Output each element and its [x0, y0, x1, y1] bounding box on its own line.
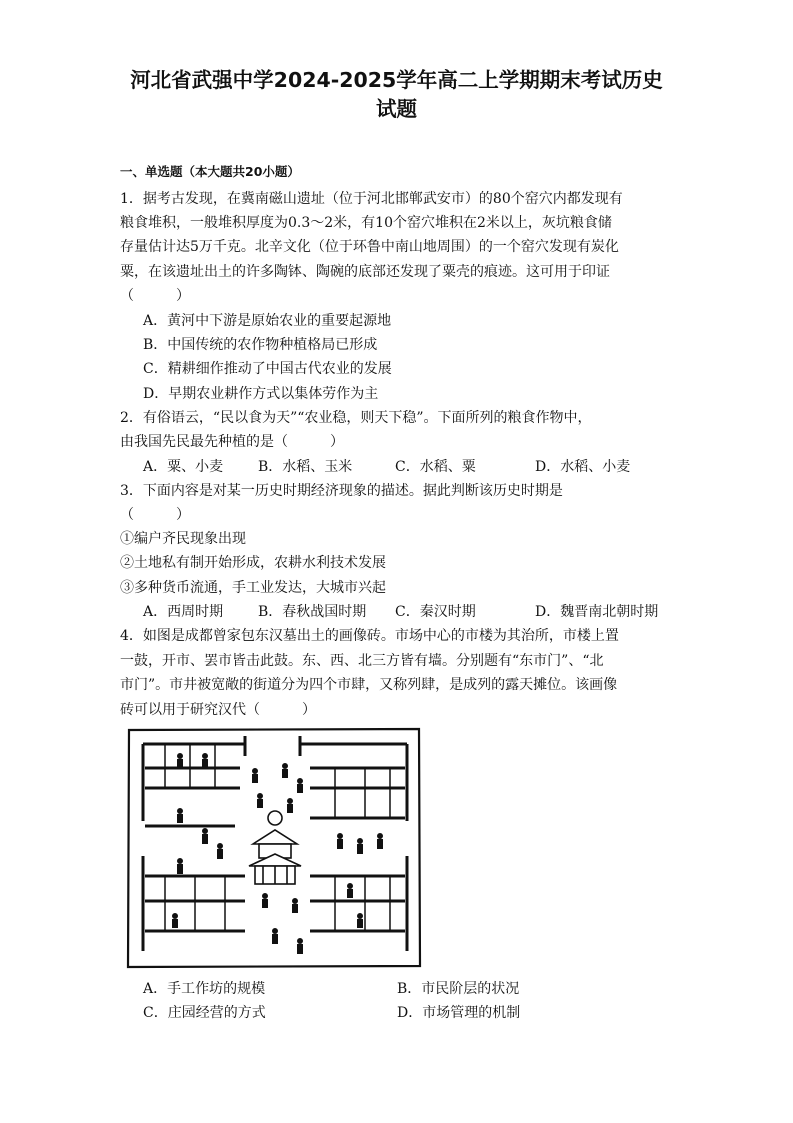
q1-option-a[interactable]: A．黄河中下游是原始农业的重要起源地	[143, 313, 392, 329]
q1-option-b[interactable]: B．中国传统的农作物种植格局已形成	[143, 337, 378, 353]
section-heading: 一、单选题（本大题共20小题）	[120, 164, 300, 179]
q2-option-c[interactable]: C．水稻、粟	[395, 459, 476, 475]
q3-option-d[interactable]: D．魏晋南北朝时期	[535, 604, 659, 620]
q1-option-c[interactable]: C．精耕细作推动了中国古代农业的发展	[143, 361, 392, 377]
q1-line: （ ）	[120, 288, 190, 304]
q3-option-c[interactable]: C．秦汉时期	[395, 604, 476, 620]
q4-option-d[interactable]: D．市场管理的机制	[397, 1005, 521, 1021]
q4-line: 砖可以用于研究汉代（ ）	[120, 702, 316, 718]
q2-line: 2．有俗语云，“民以食为天”“农业稳，则天下稳”。下面所列的粮食作物中，	[120, 410, 592, 426]
q3-line: 3．下面内容是对某一历史时期经济现象的描述。据此判断该历史时期是	[120, 483, 563, 499]
q4-line: 4．如图是成都曾家包东汉墓出土的画像砖。市场中心的市楼为其治所，市楼上置	[120, 628, 619, 644]
q4-option-b[interactable]: B．市民阶层的状况	[397, 981, 520, 997]
q3-line: （ ）	[120, 507, 190, 523]
page-title	[100, 66, 693, 124]
market-brick-image	[125, 726, 423, 970]
q1-line: 1．据考古发现，在冀南磁山遗址（位于河北邯郸武安市）的80个窑穴内都发现有	[120, 191, 623, 207]
q2-line: 由我国先民最先种植的是（ ）	[120, 434, 344, 450]
q4-option-c[interactable]: C．庄园经营的方式	[143, 1005, 266, 1021]
q2-option-a[interactable]: A．粟、小麦	[143, 459, 224, 475]
q4-option-a[interactable]: A．手工作坊的规模	[143, 981, 266, 997]
q3-line: ③多种货币流通，手工业发达，大城市兴起	[120, 580, 386, 596]
q2-option-d[interactable]: D．水稻、小麦	[535, 459, 631, 475]
q3-option-b[interactable]: B．春秋战国时期	[258, 604, 367, 620]
q1-line: 粮食堆积，一般堆积厚度为0.3～2米，有10个窑穴堆积在2米以上，灰坑粮食储	[120, 215, 612, 231]
q1-line: 存量估计达5万千克。北辛文化（位于环鲁中南山地周围）的一个窑穴发现有炭化	[120, 239, 619, 255]
title-line-2: 试题	[376, 97, 417, 121]
q2-option-b[interactable]: B．水稻、玉米	[258, 459, 353, 475]
q3-line: ①编户齐民现象出现	[120, 531, 246, 547]
title-line-1: 河北省武强中学2024-2025学年高二上学期期末考试历史	[130, 68, 663, 92]
q4-line: 一鼓，开市、罢市皆击此鼓。东、西、北三方皆有墙。分别题有“东市门”、“北	[120, 653, 604, 669]
q3-line: ②土地私有制开始形成，农耕水利技术发展	[120, 555, 386, 571]
q1-option-d[interactable]: D．早期农业耕作方式以集体劳作为主	[143, 386, 379, 402]
q4-line: 市门”。市井被宽敞的街道分为四个市肆，又称列肆，是成列的露天摊位。该画像	[120, 677, 618, 693]
q3-option-a[interactable]: A．西周时期	[143, 604, 224, 620]
q1-line: 粟，在该遗址出土的许多陶钵、陶碗的底部还发现了粟壳的痕迹。这可用于印证	[120, 264, 610, 280]
